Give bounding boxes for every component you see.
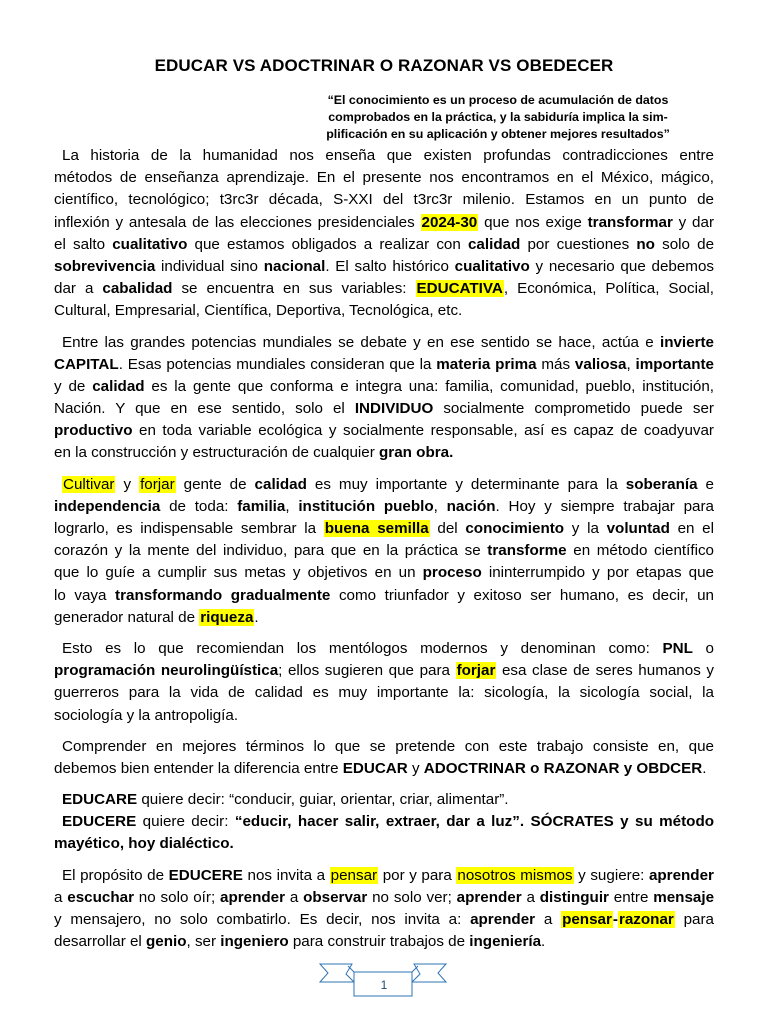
text-run: . (702, 759, 707, 777)
bold-text: gran obra. (379, 444, 454, 462)
paragraph-5 (54, 736, 714, 780)
text-run: . (254, 608, 259, 626)
text-line: guerreros para la vida de calidad es muy importante la: sicología, la sicología social, la (54, 684, 714, 702)
text-run: por cuestiones (520, 235, 637, 253)
paragraph-3 (54, 474, 714, 629)
text-run: lo vaya (54, 586, 116, 604)
document-title: EDUCAR VS ADOCTRINAR O RAZONAR VS OBEDECER (154, 56, 614, 75)
text-run: y (115, 475, 140, 493)
text-line (54, 278, 714, 300)
bold-text: soberanía (625, 475, 698, 493)
highlighted-text: riqueza (200, 608, 254, 626)
text-line (54, 234, 714, 256)
text-line: sociología y la antropoligía. (54, 706, 239, 724)
text-run: y la (564, 520, 607, 537)
text-run: para (674, 911, 714, 928)
text-run: dar a (54, 280, 103, 298)
text-run: en el (669, 520, 714, 537)
highlighted-text: EDUCATIVA (416, 280, 503, 298)
bold-text: materia prima (436, 355, 537, 373)
highlighted-text: Cultivar (63, 475, 115, 493)
bold-text: EDUCARE (62, 791, 138, 809)
text-line (54, 585, 714, 607)
text-run: para construir trabajos de (288, 933, 470, 951)
bold-text: EDUCAR (342, 759, 408, 777)
bold-text: transformar (587, 213, 673, 231)
bold-text: EDUCERE (168, 866, 243, 884)
text-run: quiere decir: (136, 813, 235, 831)
text-run: , ser (186, 933, 221, 951)
bold-text: conocimiento (465, 520, 565, 537)
bold-text: invierte (659, 333, 714, 351)
text-line (54, 540, 714, 562)
text-run: . El salto histórico (325, 257, 455, 275)
epigraph-line: plificación en su aplicación y obtener mejores resultados” (326, 127, 670, 141)
bold-text: valiosa (574, 355, 627, 373)
bold-text: ingeniería (469, 933, 542, 951)
text-line (54, 931, 714, 953)
highlighted-text: pensar (562, 911, 612, 928)
page-number: 1 (380, 978, 388, 992)
text-run: Entre las grandes potencias mundiales se debate y en ese sentido se hace, actúa e (62, 333, 660, 351)
bold-text: “educir, hacer salir, extraer, dar a luz”. SÓCRATES y su método (234, 813, 715, 831)
bold-text: mensaje (653, 888, 715, 906)
bold-text: programación neurolingüística (54, 662, 279, 680)
text-run: debemos bien entender la diferencia entre (54, 759, 343, 777)
text-run: y necesario que debemos (529, 257, 714, 275)
text-line (54, 758, 714, 780)
text-line (54, 376, 714, 398)
epigraph-line: “El conocimiento es un proceso de acumulación de datos (327, 93, 669, 107)
text-line (54, 789, 714, 811)
bold-text: ingeniero (220, 933, 289, 951)
text-line (54, 811, 714, 833)
text-line (54, 518, 714, 540)
text-run: entre (608, 888, 654, 906)
bold-text: sobrevivencia (54, 257, 156, 275)
text-line (54, 496, 714, 518)
text-run: a (521, 888, 540, 906)
text-run: e (697, 475, 714, 493)
text-run: o (692, 639, 714, 657)
text-run: y mensajero, no solo combatirlo. Es decir, nos invita a: (54, 911, 471, 928)
bold-text: aprender (456, 888, 522, 906)
text-run: y (407, 759, 424, 777)
text-run: por y para (378, 866, 457, 884)
bold-text: nacional (263, 257, 326, 275)
text-run: y de (54, 377, 93, 395)
text-run: es muy importante y determinante para la (306, 475, 626, 493)
bold-text: cualitativo (112, 235, 188, 253)
bold-text: voluntad (606, 520, 670, 537)
bold-text: genio (146, 933, 187, 951)
text-line (54, 398, 714, 420)
text-line: científico, tecnológico; t3rc3r década, S-XXI del t3rc3r milenio. Estamos en un punto de (54, 191, 714, 209)
text-run: que nos exige (478, 213, 588, 231)
text-run: del (429, 520, 466, 537)
text-line (54, 256, 714, 278)
highlighted-text: pensar (330, 866, 378, 884)
highlighted-text: forjar (140, 475, 175, 493)
bold-text: aprender (220, 888, 285, 906)
text-line: métodos de enseñanza aprendizaje. En el presente nos encontramos en el México, mágico, (54, 169, 714, 187)
text-line (54, 887, 714, 909)
text-run: inflexión y antesala de las elecciones presidenciales (54, 213, 421, 231)
text-run: que estamos obligados a realizar con (187, 235, 468, 253)
document-body (54, 145, 714, 962)
text-run: solo de (654, 235, 715, 253)
bold-text: calidad (467, 235, 521, 253)
bold-text: observar (303, 888, 368, 906)
bold-text: distinguir (539, 888, 609, 906)
text-run: a (285, 888, 304, 906)
paragraph-1 (54, 145, 714, 323)
bold-text: cabalidad (102, 280, 173, 298)
epigraph-line: comprobados en la práctica, y la sabiduría implica la sim- (328, 110, 668, 124)
text-run: en toda variable ecológica y socialmente responsable, así es capaz de coadyuvar (132, 422, 714, 440)
paragraph-6 (54, 789, 714, 856)
text-run: gente de (175, 475, 255, 493)
bold-text: - (612, 911, 618, 928)
text-line (54, 607, 714, 629)
text-line (54, 420, 714, 442)
text-line (54, 442, 714, 464)
text-run: , (626, 355, 636, 373)
bold-text: aprender (648, 866, 714, 884)
text-run: . (541, 933, 546, 951)
bold-text: no (636, 235, 655, 253)
bold-text: proceso (422, 564, 482, 582)
bold-text: CAPITAL (54, 355, 119, 373)
bold-text: calidad (254, 475, 307, 493)
text-run: como triunfador y exitoso ser humano, es decir, un (330, 586, 714, 604)
text-line: Comprender en mejores términos lo que se pretende con este trabajo consiste en, que (62, 737, 714, 755)
text-run: desarrollar el (54, 933, 147, 951)
text-run: de toda: (160, 497, 238, 515)
text-run: el salto (54, 235, 113, 253)
text-line: Cultural, Empresarial, Científica, Deportiva, Tecnológica, etc. (54, 302, 463, 320)
text-run: El propósito de (62, 866, 169, 884)
bold-text: ADOCTRINAR o RAZONAR y OBDCER (423, 759, 703, 777)
text-run: socialmente comprometido puede ser (433, 400, 714, 418)
text-run: y dar (672, 213, 715, 231)
text-run: , Económica, Política, Social, (503, 280, 715, 298)
bold-text: transforme (487, 542, 567, 560)
text-run: Esto es lo que recomiendan los mentólogos modernos y denominan como: (62, 639, 663, 657)
text-run: esa clase de seres humanos y (496, 662, 714, 680)
text-run: . Esas potencias mundiales consideran que la (118, 355, 437, 373)
paragraph-4 (54, 638, 714, 727)
paragraph-7 (54, 865, 714, 954)
text-run: Nación. Y que en ese sentido, solo el (54, 400, 355, 418)
highlighted-text: buena semilla (324, 520, 429, 537)
bold-text: escuchar (67, 888, 134, 906)
bold-text: PNL (662, 639, 693, 657)
text-run: corazón y la mente del individuo, para que en la práctica se (54, 542, 488, 560)
text-run: ; ellos sugieren que para (278, 662, 456, 680)
text-run: en la construcción y estructuración de cualquier (54, 444, 380, 462)
text-run: no solo ver; (367, 888, 457, 906)
bold-text: productivo (54, 422, 133, 440)
text-line (54, 212, 714, 234)
text-line (54, 332, 714, 354)
epigraph-quote (318, 92, 678, 143)
text-run: que lo guíe a cumplir sus metas y objetivos en un (54, 564, 423, 582)
text-line (54, 474, 714, 496)
text-run: no solo oír; (133, 888, 220, 906)
highlighted-text: razonar (618, 911, 674, 928)
highlighted-text: forjar (456, 662, 496, 680)
text-run: nos invita a (242, 866, 330, 884)
text-line (54, 865, 714, 887)
text-line (54, 660, 714, 682)
text-run: , (433, 497, 447, 515)
text-run: se encuentra en sus variables: (172, 280, 416, 298)
highlighted-text: 2024-30 (421, 213, 478, 231)
text-run: , (285, 497, 299, 515)
text-run: más (536, 355, 575, 373)
bold-text: institución pueblo (298, 497, 434, 515)
text-line (54, 638, 714, 660)
text-run: generador natural de (54, 608, 200, 626)
bold-text: transformando gradualmente (115, 586, 331, 604)
text-run: a (54, 888, 68, 906)
highlighted-text: nosotros mismos (457, 866, 573, 884)
text-run: individual sino (155, 257, 264, 275)
bold-text: familia (237, 497, 286, 515)
text-run: en método científico (566, 542, 714, 560)
text-line: La historia de la humanidad nos enseña que existen profundas contradicciones entre (62, 147, 714, 164)
bold-text: aprender (470, 911, 536, 928)
bold-text: importante (635, 355, 714, 373)
text-run: y sugiere: (573, 866, 649, 884)
bold-text: mayético, hoy dialéctico. (54, 835, 234, 853)
bold-text: cualitativo (454, 257, 530, 275)
text-run: . Hoy y siempre trabajar para (495, 497, 714, 515)
bold-text: nación (446, 497, 496, 515)
text-run: quiere decir: “conducir, guiar, orientar, criar, alimentar”. (137, 791, 509, 809)
text-run: a (535, 911, 562, 928)
paragraph-2 (54, 332, 714, 465)
text-run: es la gente que conforma e integra una: familia, comunidad, pueblo, institución, (144, 377, 714, 395)
text-line (54, 909, 714, 931)
bold-text: EDUCERE (62, 813, 137, 831)
text-run: ininterrumpido y por etapas que (481, 564, 714, 582)
bold-text: independencia (54, 497, 161, 515)
text-line (54, 354, 714, 376)
bold-text: calidad (92, 377, 145, 395)
bold-text: INDIVIDUO (354, 400, 434, 418)
text-line (54, 562, 714, 584)
text-run: lograrlo, es indispensable sembrar la (54, 520, 324, 537)
text-line (54, 833, 714, 855)
